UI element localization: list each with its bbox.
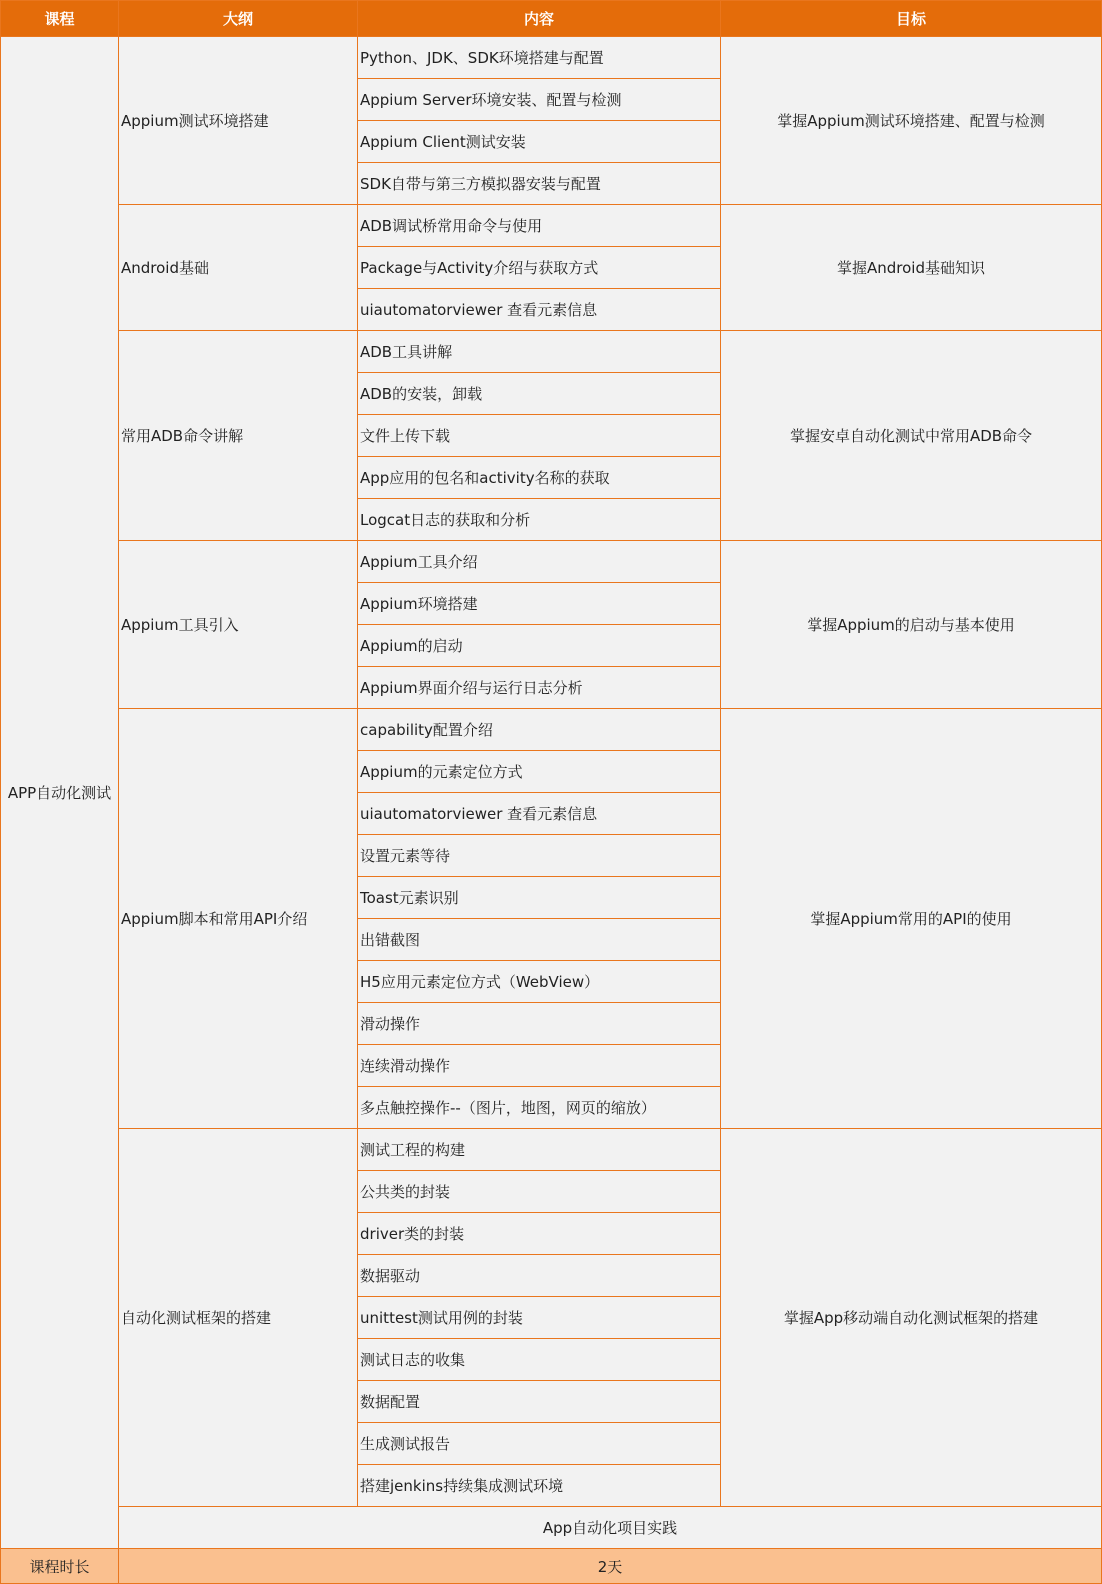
outline-cell: Appium测试环境搭建: [119, 37, 358, 205]
goal-cell: 掌握Appium常用的API的使用: [721, 709, 1102, 1129]
content-cell: 公共类的封装: [358, 1171, 721, 1213]
duration-label: 课程时长: [1, 1549, 119, 1584]
content-cell: App应用的包名和activity名称的获取: [358, 457, 721, 499]
duration-row: [1, 1549, 1102, 1584]
content-cell: Package与Activity介绍与获取方式: [358, 247, 721, 289]
content-cell: Appium环境搭建: [358, 583, 721, 625]
goal-cell: 掌握安卓自动化测试中常用ADB命令: [721, 331, 1102, 541]
outline-cell: 常用ADB命令讲解: [119, 331, 358, 541]
content-cell: driver类的封装: [358, 1213, 721, 1255]
header-course: 课程: [1, 1, 119, 37]
table-body: [1, 37, 1102, 1584]
content-cell: 设置元素等待: [358, 835, 721, 877]
content-cell: Appium Server环境安装、配置与检测: [358, 79, 721, 121]
content-cell: H5应用元素定位方式（WebView）: [358, 961, 721, 1003]
table-row: [1, 331, 1102, 373]
content-cell: 多点触控操作--（图片，地图，网页的缩放）: [358, 1087, 721, 1129]
header-goal: 目标: [721, 1, 1102, 37]
content-cell: Logcat日志的获取和分析: [358, 499, 721, 541]
content-cell: 数据配置: [358, 1381, 721, 1423]
outline-cell: 自动化测试框架的搭建: [119, 1129, 358, 1507]
outline-cell: Appium工具引入: [119, 541, 358, 709]
content-cell: Appium Client测试安装: [358, 121, 721, 163]
content-cell: 测试日志的收集: [358, 1339, 721, 1381]
table-row: [1, 709, 1102, 751]
content-cell: 搭建jenkins持续集成测试环境: [358, 1465, 721, 1507]
content-cell: 数据驱动: [358, 1255, 721, 1297]
content-cell: 连续滑动操作: [358, 1045, 721, 1087]
content-cell: capability配置介绍: [358, 709, 721, 751]
content-cell: SDK自带与第三方模拟器安装与配置: [358, 163, 721, 205]
practice-row: [1, 1507, 1102, 1549]
table-row: [1, 37, 1102, 79]
content-cell: ADB调试桥常用命令与使用: [358, 205, 721, 247]
goal-cell: 掌握Appium测试环境搭建、配置与检测: [721, 37, 1102, 205]
content-cell: 滑动操作: [358, 1003, 721, 1045]
content-cell: Appium工具介绍: [358, 541, 721, 583]
content-cell: unittest测试用例的封装: [358, 1297, 721, 1339]
outline-cell: Appium脚本和常用API介绍: [119, 709, 358, 1129]
content-cell: ADB工具讲解: [358, 331, 721, 373]
header-content: 内容: [358, 1, 721, 37]
outline-cell: Android基础: [119, 205, 358, 331]
header-outline: 大纲: [119, 1, 358, 37]
content-cell: ADB的安装，卸载: [358, 373, 721, 415]
content-cell: 出错截图: [358, 919, 721, 961]
content-cell: Appium的元素定位方式: [358, 751, 721, 793]
content-cell: 生成测试报告: [358, 1423, 721, 1465]
header-row: [1, 1, 1102, 37]
table-row: [1, 1129, 1102, 1171]
content-cell: Appium界面介绍与运行日志分析: [358, 667, 721, 709]
content-cell: uiautomatorviewer 查看元素信息: [358, 793, 721, 835]
practice-cell: App自动化项目实践: [119, 1507, 1102, 1549]
goal-cell: 掌握App移动端自动化测试框架的搭建: [721, 1129, 1102, 1507]
content-cell: Appium的启动: [358, 625, 721, 667]
content-cell: 文件上传下载: [358, 415, 721, 457]
content-cell: 测试工程的构建: [358, 1129, 721, 1171]
table-row: [1, 541, 1102, 583]
goal-cell: 掌握Appium的启动与基本使用: [721, 541, 1102, 709]
content-cell: uiautomatorviewer 查看元素信息: [358, 289, 721, 331]
table-row: [1, 205, 1102, 247]
duration-value: 2天: [119, 1549, 1102, 1584]
goal-cell: 掌握Android基础知识: [721, 205, 1102, 331]
content-cell: Python、JDK、SDK环境搭建与配置: [358, 37, 721, 79]
course-name: APP自动化测试: [1, 37, 119, 1549]
content-cell: Toast元素识别: [358, 877, 721, 919]
